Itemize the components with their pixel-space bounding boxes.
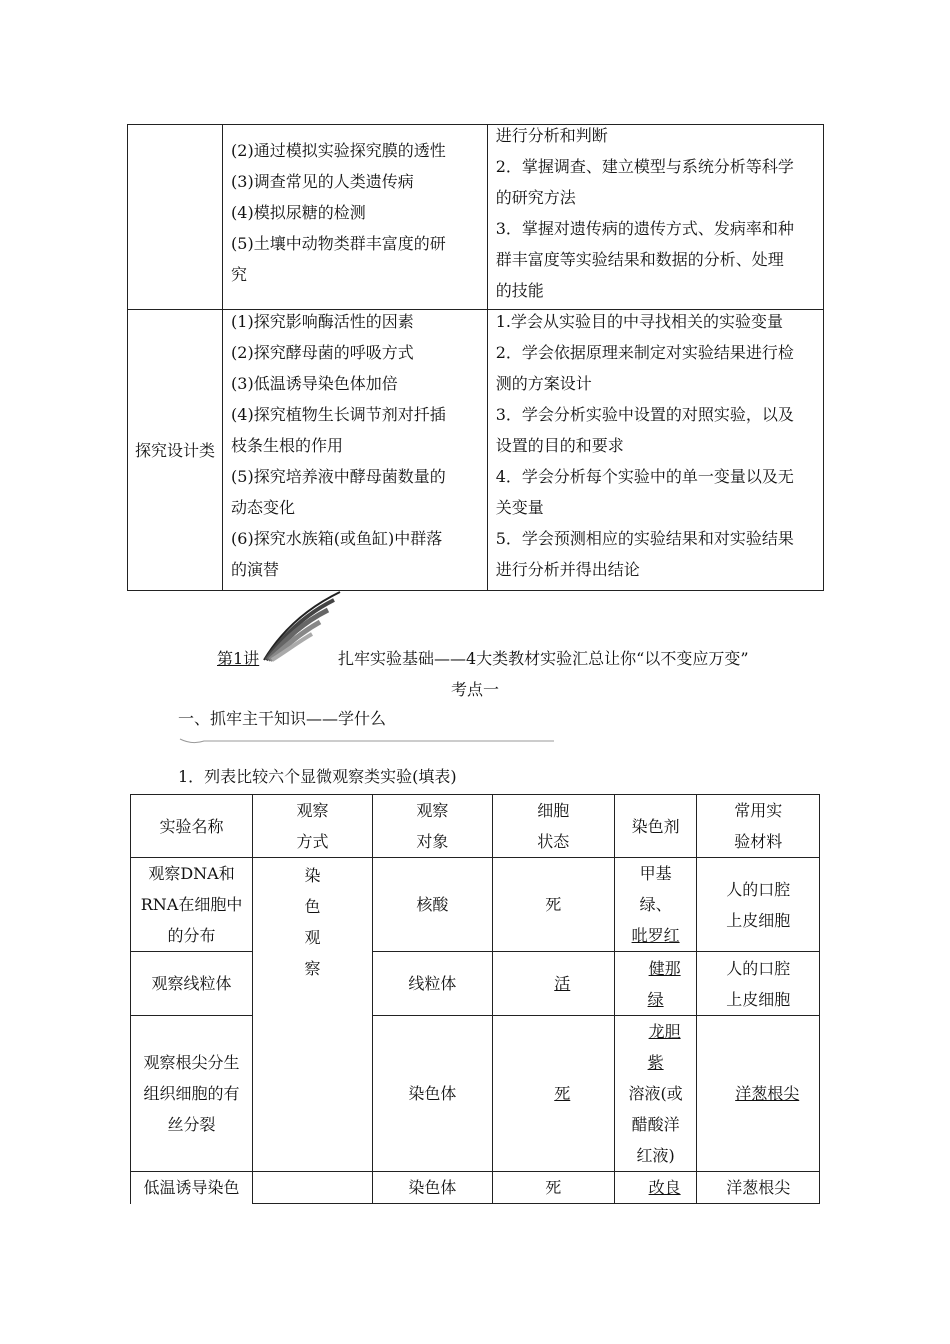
microscopy-experiments-table xyxy=(130,794,820,1204)
stain-cell xyxy=(614,858,697,952)
lecture-title: 扎牢实验基础——4大类教材实验汇总让你“以不变应万变” xyxy=(338,649,749,668)
text-line: (4)探究植物生长调节剂对扦插 xyxy=(231,405,446,424)
text-line: (3)低温诱导染色体加倍 xyxy=(231,374,398,393)
table-row xyxy=(131,952,820,1016)
text-line: 究 xyxy=(231,265,248,284)
table-row xyxy=(131,1016,820,1172)
experiment-name-cell: 低温诱导染色 xyxy=(131,1172,253,1204)
state-cell xyxy=(492,952,614,1016)
material-cell: 人的口腔 上皮细胞 xyxy=(697,952,820,1016)
table-header-row xyxy=(131,795,820,858)
category-cell xyxy=(128,125,223,310)
text-line: 动态变化 xyxy=(231,498,296,517)
exam-point-title: 考点一 xyxy=(450,680,499,699)
text-line: (3)调查常见的人类遗传病 xyxy=(231,172,414,191)
stain-answer: 吡罗红 xyxy=(631,926,680,945)
material-cell: 洋葱根尖 xyxy=(697,1172,820,1204)
header-cell: 观察 方式 xyxy=(253,795,373,858)
section-divider xyxy=(178,736,554,746)
table-row xyxy=(131,858,820,952)
text-line: 3．学会分析实验中设置的对照实验，以及 xyxy=(495,405,794,424)
requirements-cell xyxy=(487,125,823,310)
swoosh-decoration-icon xyxy=(262,590,342,662)
text-line: 进行分析并得出结论 xyxy=(495,560,640,579)
header-cell: 细胞 状态 xyxy=(492,795,614,858)
text-line: 5．学会预测相应的实验结果和对实验结果 xyxy=(495,529,794,548)
text-line: 2．掌握调查、建立模型与系统分析等科学 xyxy=(495,157,794,176)
stain-cell xyxy=(614,1172,697,1204)
stain-answer: 健那 xyxy=(648,958,681,978)
text-line: (5)探究培养液中酵母菌数量的 xyxy=(231,467,446,486)
method-cell xyxy=(253,1172,373,1204)
stain-answer: 紫 xyxy=(647,1053,664,1072)
table-row xyxy=(131,1172,820,1204)
text-line: (5)土壤中动物类群丰富度的研 xyxy=(231,234,446,253)
text-line: 的研究方法 xyxy=(495,188,576,207)
header-cell: 观察 对象 xyxy=(372,795,492,858)
header-cell: 染色剂 xyxy=(614,795,697,858)
experiments-cell xyxy=(223,125,488,310)
state-cell: 死 xyxy=(492,1172,614,1204)
material-answer: 洋葱根尖 xyxy=(735,1084,800,1103)
text-line: 1.学会从实验目的中寻找相关的实验变量 xyxy=(495,312,784,331)
header-cell xyxy=(131,795,253,858)
state-cell xyxy=(492,1016,614,1172)
state-cell: 死 xyxy=(492,858,614,952)
object-cell: 线粒体 xyxy=(372,952,492,1016)
object-cell: 染色体 xyxy=(372,1172,492,1204)
method-cell: 染 色 观 察 xyxy=(253,858,373,1172)
experiment-name-cell: 观察线粒体 xyxy=(131,952,253,1016)
state-answer: 活 xyxy=(554,974,571,993)
table-row xyxy=(128,310,824,591)
experiment-category-table xyxy=(127,124,824,591)
material-cell xyxy=(697,1016,820,1172)
table-row xyxy=(128,125,824,310)
text-line: 测的方案设计 xyxy=(495,374,592,393)
object-cell: 核酸 xyxy=(372,858,492,952)
stain-text: 溶液(或 醋酸洋 红液) xyxy=(628,1084,683,1165)
object-cell: 染色体 xyxy=(372,1016,492,1172)
text-line: (6)探究水族箱(或鱼缸)中群落 xyxy=(231,529,443,548)
text-line: 进行分析和判断 xyxy=(495,126,608,145)
text-line: 2．学会依据原理来制定对实验结果进行检 xyxy=(495,343,794,362)
text-line: (4)模拟尿糖的检测 xyxy=(231,203,366,222)
text-line: 3．掌握对遗传病的遗传方式、发病率和种 xyxy=(495,219,794,238)
stain-text: 甲基 绿、 xyxy=(639,864,672,914)
text-line: 的技能 xyxy=(495,281,544,300)
requirements-cell xyxy=(487,310,823,591)
stain-cell xyxy=(614,1016,697,1172)
text-line: 关变量 xyxy=(495,498,544,517)
experiments-cell xyxy=(223,310,488,591)
text-line: 设置的目的和要求 xyxy=(495,436,624,455)
stain-answer: 改良 xyxy=(648,1178,681,1197)
experiment-name-cell: 观察根尖分生 组织细胞的有 丝分裂 xyxy=(131,1016,253,1172)
text-line: (1)探究影响酶活性的因素 xyxy=(231,312,414,331)
text-line: 4．学会分析每个实验中的单一变量以及无 xyxy=(495,467,794,486)
category-cell: 探究设计类 xyxy=(128,310,223,591)
text-line: (2)通过模拟实验探究膜的透性 xyxy=(231,141,446,160)
item-heading: 1．列表比较六个显微观察类实验(填表) xyxy=(178,767,457,786)
stain-answer: 绿 xyxy=(647,989,664,1009)
state-answer: 死 xyxy=(554,1084,571,1103)
text-line: 的演替 xyxy=(231,560,280,579)
text-line: 群丰富度等实验结果和数据的分析、处理 xyxy=(495,250,784,269)
text-line: 枝条生根的作用 xyxy=(231,436,344,455)
header-text: 实验名称 xyxy=(159,816,224,836)
stain-cell xyxy=(614,952,697,1016)
section-heading: 一、抓牢主干知识——学什么 xyxy=(178,709,387,728)
header-cell: 常用实 验材料 xyxy=(697,795,820,858)
material-cell: 人的口腔 上皮细胞 xyxy=(697,858,820,952)
text-line: (2)探究酵母菌的呼吸方式 xyxy=(231,343,414,362)
lecture-number: 第1讲 xyxy=(217,649,260,668)
experiment-name-cell: 观察DNA和 RNA在细胞中 的分布 xyxy=(131,858,253,952)
stain-answer: 龙胆 xyxy=(648,1022,681,1041)
lecture-heading xyxy=(217,646,749,669)
